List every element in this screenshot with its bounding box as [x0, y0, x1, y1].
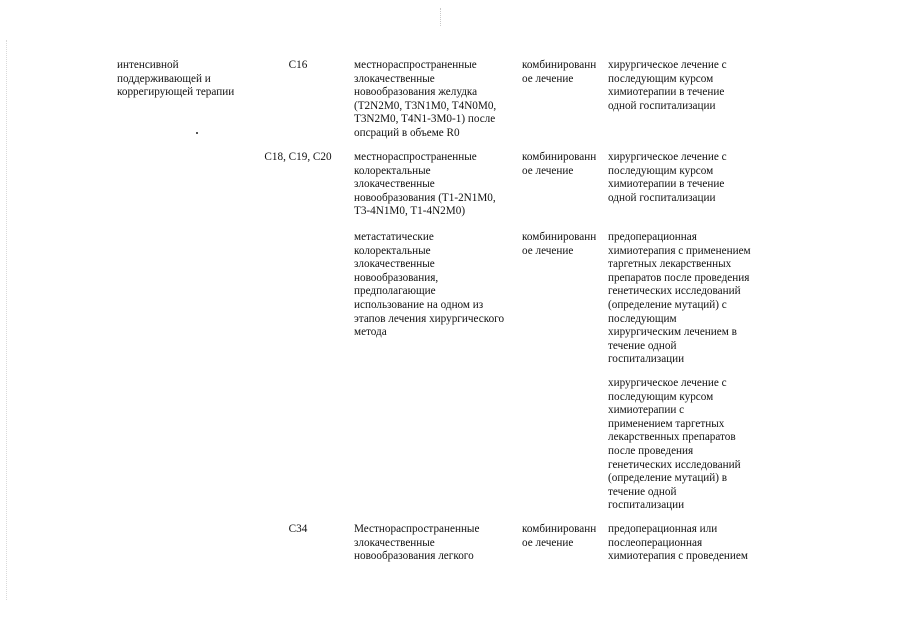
- profile-cell: интенсивной поддерживающей и коррегирующей терапии: [117, 59, 235, 99]
- treatment-method-cell: предоперационная или послеоперационная химиотерапия с проведением: [608, 523, 748, 563]
- icd-codes-cell: C34: [288, 523, 308, 535]
- treatment-type-cell: комбинированн ое лечение: [522, 231, 597, 257]
- treatment-method-cell: хирургическое лечение с последующим курсом химиотерапии в течение одной госпитализации: [608, 59, 727, 112]
- speck-artifact: [196, 132, 198, 134]
- patient-model-cell: метастатические колоректальные злокачественные новообразования, предполагающие использование на одном из этапов лечения хирургического метода: [354, 231, 505, 339]
- patient-model-cell: местнораспространенные колоректальные злокачественные новообразования (T1-2N1M0, T3-4N1M0, T1-4N2M0): [354, 151, 496, 218]
- scan-top-artifact: [440, 8, 442, 26]
- treatment-method-cell: предоперационная химиотерапия с применением таргетных лекарственных препаратов после проведения генетических исследований (определение мутаций) с последующим хирургическим лечением в течение одной госпитализации: [608, 231, 751, 366]
- icd-codes-cell: C16: [288, 59, 308, 71]
- treatment-method-cell: хирургическое лечение с последующим курсом химиотерапии в течение одной госпитализации: [608, 151, 727, 204]
- patient-model-cell: местнораспространенные злокачественные новообразования желудка (T2N2M0, T3N1M0, T4N0M0, T3N2M0, T4N1-3M0-1) после опсраций в объеме R0: [354, 59, 497, 139]
- scan-edge-artifact: [6, 40, 8, 600]
- treatment-type-cell: комбинированн ое лечение: [522, 59, 597, 85]
- treatment-type-cell: комбинированн ое лечение: [522, 151, 597, 177]
- treatment-method-cell: хирургическое лечение с последующим курсом химиотерапии с применением таргетных лекарственных препаратов после проведения генетических исследований (определение мутаций) в течение одной госпитализации: [608, 377, 741, 512]
- icd-codes-cell: C18, C19, C20: [264, 151, 332, 163]
- treatment-type-cell: комбинированн ое лечение: [522, 523, 597, 549]
- patient-model-cell: Местнораспространенные злокачественные новообразования легкого: [354, 523, 480, 563]
